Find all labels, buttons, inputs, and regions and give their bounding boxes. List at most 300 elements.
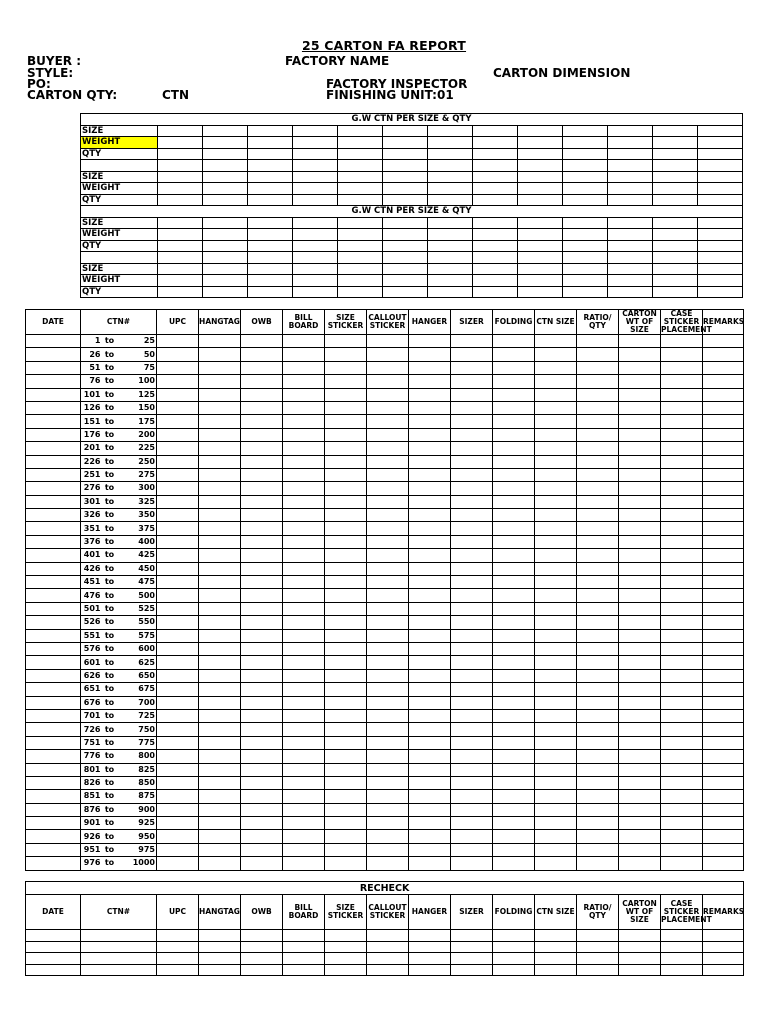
hangtag-cell[interactable]: [199, 763, 241, 776]
remarks-cell[interactable]: [703, 562, 744, 575]
date-cell[interactable]: [26, 589, 81, 602]
weight-input-cell[interactable]: [158, 137, 203, 149]
upc-cell[interactable]: [157, 843, 199, 856]
date-cell[interactable]: [26, 415, 81, 428]
ratio-qty-cell[interactable]: [577, 857, 619, 870]
weight-input-cell[interactable]: [608, 240, 653, 252]
bill-board-cell[interactable]: [283, 803, 325, 816]
folding-cell[interactable]: [493, 522, 535, 535]
weight-input-cell[interactable]: [383, 125, 428, 137]
ratio-qty-cell[interactable]: [577, 696, 619, 709]
date-cell[interactable]: [26, 455, 81, 468]
callout-sticker-cell[interactable]: [367, 522, 409, 535]
upc-cell[interactable]: [157, 468, 199, 481]
ratio-qty-cell[interactable]: [577, 495, 619, 508]
weight-input-cell[interactable]: [203, 194, 248, 206]
weight-input-cell[interactable]: [158, 275, 203, 287]
owb-cell[interactable]: [241, 763, 283, 776]
weight-input-cell[interactable]: [248, 137, 293, 149]
hanger-cell[interactable]: [409, 442, 451, 455]
folding-cell[interactable]: [493, 562, 535, 575]
hangtag-cell[interactable]: [199, 696, 241, 709]
owb-cell[interactable]: [241, 335, 283, 348]
remarks-cell[interactable]: [703, 415, 744, 428]
sizer-cell[interactable]: [451, 509, 493, 522]
remarks-cell[interactable]: [703, 401, 744, 414]
folding-cell[interactable]: [493, 589, 535, 602]
carton-wt-of-size-cell[interactable]: [619, 522, 661, 535]
hanger-cell[interactable]: [409, 736, 451, 749]
ratio-qty-cell[interactable]: [577, 843, 619, 856]
date-cell[interactable]: [26, 549, 81, 562]
callout-sticker-cell[interactable]: [367, 723, 409, 736]
hanger-cell[interactable]: [409, 857, 451, 870]
callout-sticker-cell[interactable]: [367, 616, 409, 629]
hangtag-cell[interactable]: [199, 616, 241, 629]
size-sticker-cell[interactable]: [325, 843, 367, 856]
owb-cell[interactable]: [241, 442, 283, 455]
hangtag-cell[interactable]: [199, 736, 241, 749]
callout-sticker-cell[interactable]: [367, 656, 409, 669]
sizer-cell[interactable]: [451, 576, 493, 589]
callout-sticker-cell[interactable]: [367, 482, 409, 495]
case-sticker-placement-cell[interactable]: [661, 576, 703, 589]
folding-cell[interactable]: [493, 616, 535, 629]
hangtag-cell[interactable]: [199, 562, 241, 575]
carton-wt-of-size-cell[interactable]: [619, 348, 661, 361]
weight-input-cell[interactable]: [608, 286, 653, 298]
remarks-cell[interactable]: [703, 535, 744, 548]
hanger-cell[interactable]: [409, 750, 451, 763]
remarks-cell[interactable]: [703, 549, 744, 562]
folding-cell[interactable]: [493, 388, 535, 401]
callout-sticker-cell[interactable]: [367, 509, 409, 522]
ctn-size-cell[interactable]: [535, 455, 577, 468]
hanger-cell[interactable]: [409, 401, 451, 414]
bill-board-cell[interactable]: [283, 375, 325, 388]
owb-cell[interactable]: [241, 589, 283, 602]
ctn-size-cell[interactable]: [535, 468, 577, 481]
size-sticker-cell[interactable]: [325, 857, 367, 870]
folding-cell[interactable]: [493, 495, 535, 508]
hanger-cell[interactable]: [409, 964, 451, 976]
ctn-size-cell[interactable]: [535, 669, 577, 682]
weight-input-cell[interactable]: [473, 263, 518, 275]
callout-sticker-cell[interactable]: [367, 683, 409, 696]
case-sticker-placement-cell[interactable]: [661, 562, 703, 575]
owb-cell[interactable]: [241, 790, 283, 803]
owb-cell[interactable]: [241, 455, 283, 468]
owb-cell[interactable]: [241, 723, 283, 736]
weight-input-cell[interactable]: [293, 183, 338, 195]
hangtag-cell[interactable]: [199, 576, 241, 589]
bill-board-cell[interactable]: [283, 736, 325, 749]
case-sticker-placement-cell[interactable]: [661, 495, 703, 508]
ratio-qty-cell[interactable]: [577, 953, 619, 965]
carton-wt-of-size-cell[interactable]: [619, 736, 661, 749]
carton-wt-of-size-cell[interactable]: [619, 616, 661, 629]
carton-wt-of-size-cell[interactable]: [619, 709, 661, 722]
callout-sticker-cell[interactable]: [367, 709, 409, 722]
weight-input-cell[interactable]: [248, 286, 293, 298]
weight-input-cell[interactable]: [518, 148, 563, 160]
sizer-cell[interactable]: [451, 522, 493, 535]
folding-cell[interactable]: [493, 843, 535, 856]
folding-cell[interactable]: [493, 482, 535, 495]
sizer-cell[interactable]: [451, 953, 493, 965]
weight-input-cell[interactable]: [293, 125, 338, 137]
size-sticker-cell[interactable]: [325, 629, 367, 642]
carton-wt-of-size-cell[interactable]: [619, 964, 661, 976]
date-cell[interactable]: [26, 843, 81, 856]
remarks-cell[interactable]: [703, 669, 744, 682]
weight-input-cell[interactable]: [338, 229, 383, 241]
size-sticker-cell[interactable]: [325, 642, 367, 655]
date-cell[interactable]: [26, 348, 81, 361]
ctn-size-cell[interactable]: [535, 817, 577, 830]
carton-wt-of-size-cell[interactable]: [619, 388, 661, 401]
weight-input-cell[interactable]: [203, 137, 248, 149]
carton-wt-of-size-cell[interactable]: [619, 589, 661, 602]
size-sticker-cell[interactable]: [325, 455, 367, 468]
folding-cell[interactable]: [493, 375, 535, 388]
owb-cell[interactable]: [241, 428, 283, 441]
weight-input-cell[interactable]: [518, 137, 563, 149]
remarks-cell[interactable]: [703, 616, 744, 629]
weight-input-cell[interactable]: [383, 183, 428, 195]
weight-input-cell[interactable]: [203, 160, 248, 172]
sizer-cell[interactable]: [451, 375, 493, 388]
carton-wt-of-size-cell[interactable]: [619, 776, 661, 789]
owb-cell[interactable]: [241, 683, 283, 696]
weight-input-cell[interactable]: [653, 137, 698, 149]
bill-board-cell[interactable]: [283, 562, 325, 575]
owb-cell[interactable]: [241, 348, 283, 361]
folding-cell[interactable]: [493, 750, 535, 763]
weight-input-cell[interactable]: [203, 183, 248, 195]
carton-wt-of-size-cell[interactable]: [619, 843, 661, 856]
folding-cell[interactable]: [493, 857, 535, 870]
sizer-cell[interactable]: [451, 723, 493, 736]
ratio-qty-cell[interactable]: [577, 589, 619, 602]
owb-cell[interactable]: [241, 562, 283, 575]
owb-cell[interactable]: [241, 642, 283, 655]
weight-input-cell[interactable]: [608, 263, 653, 275]
weight-input-cell[interactable]: [518, 125, 563, 137]
weight-input-cell[interactable]: [203, 275, 248, 287]
weight-input-cell[interactable]: [158, 125, 203, 137]
hanger-cell[interactable]: [409, 790, 451, 803]
ctn-size-cell[interactable]: [535, 415, 577, 428]
upc-cell[interactable]: [157, 549, 199, 562]
hanger-cell[interactable]: [409, 696, 451, 709]
size-sticker-cell[interactable]: [325, 817, 367, 830]
weight-input-cell[interactable]: [428, 217, 473, 229]
case-sticker-placement-cell[interactable]: [661, 723, 703, 736]
ctn-size-cell[interactable]: [535, 736, 577, 749]
upc-cell[interactable]: [157, 428, 199, 441]
weight-input-cell[interactable]: [608, 275, 653, 287]
owb-cell[interactable]: [241, 549, 283, 562]
weight-input-cell[interactable]: [698, 148, 743, 160]
owb-cell[interactable]: [241, 750, 283, 763]
weight-input-cell[interactable]: [698, 183, 743, 195]
ctn-size-cell[interactable]: [535, 629, 577, 642]
callout-sticker-cell[interactable]: [367, 930, 409, 942]
remarks-cell[interactable]: [703, 696, 744, 709]
date-cell[interactable]: [26, 509, 81, 522]
weight-input-cell[interactable]: [653, 148, 698, 160]
ratio-qty-cell[interactable]: [577, 803, 619, 816]
carton-wt-of-size-cell[interactable]: [619, 830, 661, 843]
case-sticker-placement-cell[interactable]: [661, 468, 703, 481]
date-cell[interactable]: [26, 335, 81, 348]
sizer-cell[interactable]: [451, 549, 493, 562]
weight-input-cell[interactable]: [473, 229, 518, 241]
hangtag-cell[interactable]: [199, 941, 241, 953]
case-sticker-placement-cell[interactable]: [661, 953, 703, 965]
upc-cell[interactable]: [157, 953, 199, 965]
weight-input-cell[interactable]: [158, 217, 203, 229]
date-cell[interactable]: [26, 857, 81, 870]
case-sticker-placement-cell[interactable]: [661, 522, 703, 535]
weight-input-cell[interactable]: [473, 183, 518, 195]
remarks-cell[interactable]: [703, 468, 744, 481]
weight-input-cell[interactable]: [383, 217, 428, 229]
sizer-cell[interactable]: [451, 669, 493, 682]
weight-input-cell[interactable]: [563, 183, 608, 195]
weight-input-cell[interactable]: [473, 148, 518, 160]
upc-cell[interactable]: [157, 709, 199, 722]
weight-input-cell[interactable]: [608, 160, 653, 172]
carton-wt-of-size-cell[interactable]: [619, 549, 661, 562]
folding-cell[interactable]: [493, 442, 535, 455]
hanger-cell[interactable]: [409, 683, 451, 696]
callout-sticker-cell[interactable]: [367, 736, 409, 749]
date-cell[interactable]: [26, 361, 81, 374]
weight-input-cell[interactable]: [248, 240, 293, 252]
upc-cell[interactable]: [157, 562, 199, 575]
remarks-cell[interactable]: [703, 522, 744, 535]
remarks-cell[interactable]: [703, 709, 744, 722]
weight-input-cell[interactable]: [428, 286, 473, 298]
bill-board-cell[interactable]: [283, 723, 325, 736]
ctn-size-cell[interactable]: [535, 549, 577, 562]
bill-board-cell[interactable]: [283, 709, 325, 722]
folding-cell[interactable]: [493, 535, 535, 548]
case-sticker-placement-cell[interactable]: [661, 964, 703, 976]
owb-cell[interactable]: [241, 941, 283, 953]
weight-input-cell[interactable]: [293, 240, 338, 252]
remarks-cell[interactable]: [703, 335, 744, 348]
hanger-cell[interactable]: [409, 803, 451, 816]
ratio-qty-cell[interactable]: [577, 442, 619, 455]
hangtag-cell[interactable]: [199, 629, 241, 642]
upc-cell[interactable]: [157, 602, 199, 615]
ratio-qty-cell[interactable]: [577, 468, 619, 481]
hanger-cell[interactable]: [409, 776, 451, 789]
ctn-size-cell[interactable]: [535, 723, 577, 736]
weight-input-cell[interactable]: [473, 240, 518, 252]
date-cell[interactable]: [26, 656, 81, 669]
date-cell[interactable]: [26, 817, 81, 830]
sizer-cell[interactable]: [451, 562, 493, 575]
bill-board-cell[interactable]: [283, 602, 325, 615]
case-sticker-placement-cell[interactable]: [661, 549, 703, 562]
carton-wt-of-size-cell[interactable]: [619, 401, 661, 414]
bill-board-cell[interactable]: [283, 817, 325, 830]
weight-input-cell[interactable]: [428, 160, 473, 172]
callout-sticker-cell[interactable]: [367, 941, 409, 953]
owb-cell[interactable]: [241, 388, 283, 401]
bill-board-cell[interactable]: [283, 455, 325, 468]
carton-wt-of-size-cell[interactable]: [619, 683, 661, 696]
weight-input-cell[interactable]: [608, 183, 653, 195]
size-sticker-cell[interactable]: [325, 549, 367, 562]
bill-board-cell[interactable]: [283, 495, 325, 508]
carton-wt-of-size-cell[interactable]: [619, 576, 661, 589]
weight-input-cell[interactable]: [293, 263, 338, 275]
remarks-cell[interactable]: [703, 375, 744, 388]
date-cell[interactable]: [26, 696, 81, 709]
size-sticker-cell[interactable]: [325, 388, 367, 401]
upc-cell[interactable]: [157, 750, 199, 763]
sizer-cell[interactable]: [451, 830, 493, 843]
hanger-cell[interactable]: [409, 482, 451, 495]
owb-cell[interactable]: [241, 616, 283, 629]
callout-sticker-cell[interactable]: [367, 415, 409, 428]
carton-wt-of-size-cell[interactable]: [619, 442, 661, 455]
case-sticker-placement-cell[interactable]: [661, 589, 703, 602]
size-sticker-cell[interactable]: [325, 803, 367, 816]
size-sticker-cell[interactable]: [325, 830, 367, 843]
weight-input-cell[interactable]: [473, 217, 518, 229]
sizer-cell[interactable]: [451, 348, 493, 361]
ctn-size-cell[interactable]: [535, 941, 577, 953]
weight-input-cell[interactable]: [338, 171, 383, 183]
weight-input-cell[interactable]: [383, 137, 428, 149]
hanger-cell[interactable]: [409, 375, 451, 388]
hanger-cell[interactable]: [409, 930, 451, 942]
callout-sticker-cell[interactable]: [367, 790, 409, 803]
bill-board-cell[interactable]: [283, 428, 325, 441]
weight-input-cell[interactable]: [203, 252, 248, 264]
ratio-qty-cell[interactable]: [577, 790, 619, 803]
carton-wt-of-size-cell[interactable]: [619, 562, 661, 575]
case-sticker-placement-cell[interactable]: [661, 683, 703, 696]
weight-input-cell[interactable]: [338, 286, 383, 298]
ratio-qty-cell[interactable]: [577, 964, 619, 976]
weight-input-cell[interactable]: [203, 125, 248, 137]
weight-input-cell[interactable]: [698, 240, 743, 252]
folding-cell[interactable]: [493, 683, 535, 696]
bill-board-cell[interactable]: [283, 629, 325, 642]
weight-input-cell[interactable]: [338, 194, 383, 206]
carton-wt-of-size-cell[interactable]: [619, 629, 661, 642]
hangtag-cell[interactable]: [199, 401, 241, 414]
date-cell[interactable]: [26, 803, 81, 816]
case-sticker-placement-cell[interactable]: [661, 817, 703, 830]
weight-input-cell[interactable]: [158, 252, 203, 264]
remarks-cell[interactable]: [703, 790, 744, 803]
bill-board-cell[interactable]: [283, 616, 325, 629]
date-cell[interactable]: [26, 941, 81, 953]
weight-input-cell[interactable]: [473, 160, 518, 172]
weight-input-cell[interactable]: [608, 148, 653, 160]
callout-sticker-cell[interactable]: [367, 803, 409, 816]
weight-input-cell[interactable]: [563, 252, 608, 264]
sizer-cell[interactable]: [451, 629, 493, 642]
owb-cell[interactable]: [241, 401, 283, 414]
weight-input-cell[interactable]: [608, 217, 653, 229]
sizer-cell[interactable]: [451, 442, 493, 455]
hanger-cell[interactable]: [409, 455, 451, 468]
bill-board-cell[interactable]: [283, 669, 325, 682]
weight-input-cell[interactable]: [338, 252, 383, 264]
date-cell[interactable]: [26, 629, 81, 642]
remarks-cell[interactable]: [703, 428, 744, 441]
folding-cell[interactable]: [493, 455, 535, 468]
upc-cell[interactable]: [157, 930, 199, 942]
upc-cell[interactable]: [157, 361, 199, 374]
weight-input-cell[interactable]: [518, 217, 563, 229]
hangtag-cell[interactable]: [199, 428, 241, 441]
ctn-size-cell[interactable]: [535, 375, 577, 388]
weight-input-cell[interactable]: [383, 148, 428, 160]
weight-input-cell[interactable]: [293, 137, 338, 149]
hangtag-cell[interactable]: [199, 709, 241, 722]
ctn-size-cell[interactable]: [535, 790, 577, 803]
weight-input-cell[interactable]: [518, 252, 563, 264]
bill-board-cell[interactable]: [283, 750, 325, 763]
ctn-cell[interactable]: [81, 953, 157, 965]
upc-cell[interactable]: [157, 401, 199, 414]
remarks-cell[interactable]: [703, 656, 744, 669]
hanger-cell[interactable]: [409, 388, 451, 401]
remarks-cell[interactable]: [703, 602, 744, 615]
carton-wt-of-size-cell[interactable]: [619, 482, 661, 495]
sizer-cell[interactable]: [451, 964, 493, 976]
remarks-cell[interactable]: [703, 736, 744, 749]
weight-input-cell[interactable]: [158, 240, 203, 252]
size-sticker-cell[interactable]: [325, 415, 367, 428]
weight-input-cell[interactable]: [293, 252, 338, 264]
hangtag-cell[interactable]: [199, 549, 241, 562]
ratio-qty-cell[interactable]: [577, 535, 619, 548]
ratio-qty-cell[interactable]: [577, 776, 619, 789]
date-cell[interactable]: [26, 401, 81, 414]
upc-cell[interactable]: [157, 776, 199, 789]
weight-input-cell[interactable]: [608, 137, 653, 149]
hangtag-cell[interactable]: [199, 857, 241, 870]
date-cell[interactable]: [26, 669, 81, 682]
upc-cell[interactable]: [157, 669, 199, 682]
size-sticker-cell[interactable]: [325, 750, 367, 763]
folding-cell[interactable]: [493, 361, 535, 374]
ctn-size-cell[interactable]: [535, 964, 577, 976]
weight-input-cell[interactable]: [293, 194, 338, 206]
remarks-cell[interactable]: [703, 589, 744, 602]
callout-sticker-cell[interactable]: [367, 375, 409, 388]
ctn-size-cell[interactable]: [535, 750, 577, 763]
weight-input-cell[interactable]: [518, 286, 563, 298]
ratio-qty-cell[interactable]: [577, 549, 619, 562]
size-sticker-cell[interactable]: [325, 361, 367, 374]
ctn-size-cell[interactable]: [535, 335, 577, 348]
sizer-cell[interactable]: [451, 817, 493, 830]
remarks-cell[interactable]: [703, 388, 744, 401]
carton-wt-of-size-cell[interactable]: [619, 953, 661, 965]
